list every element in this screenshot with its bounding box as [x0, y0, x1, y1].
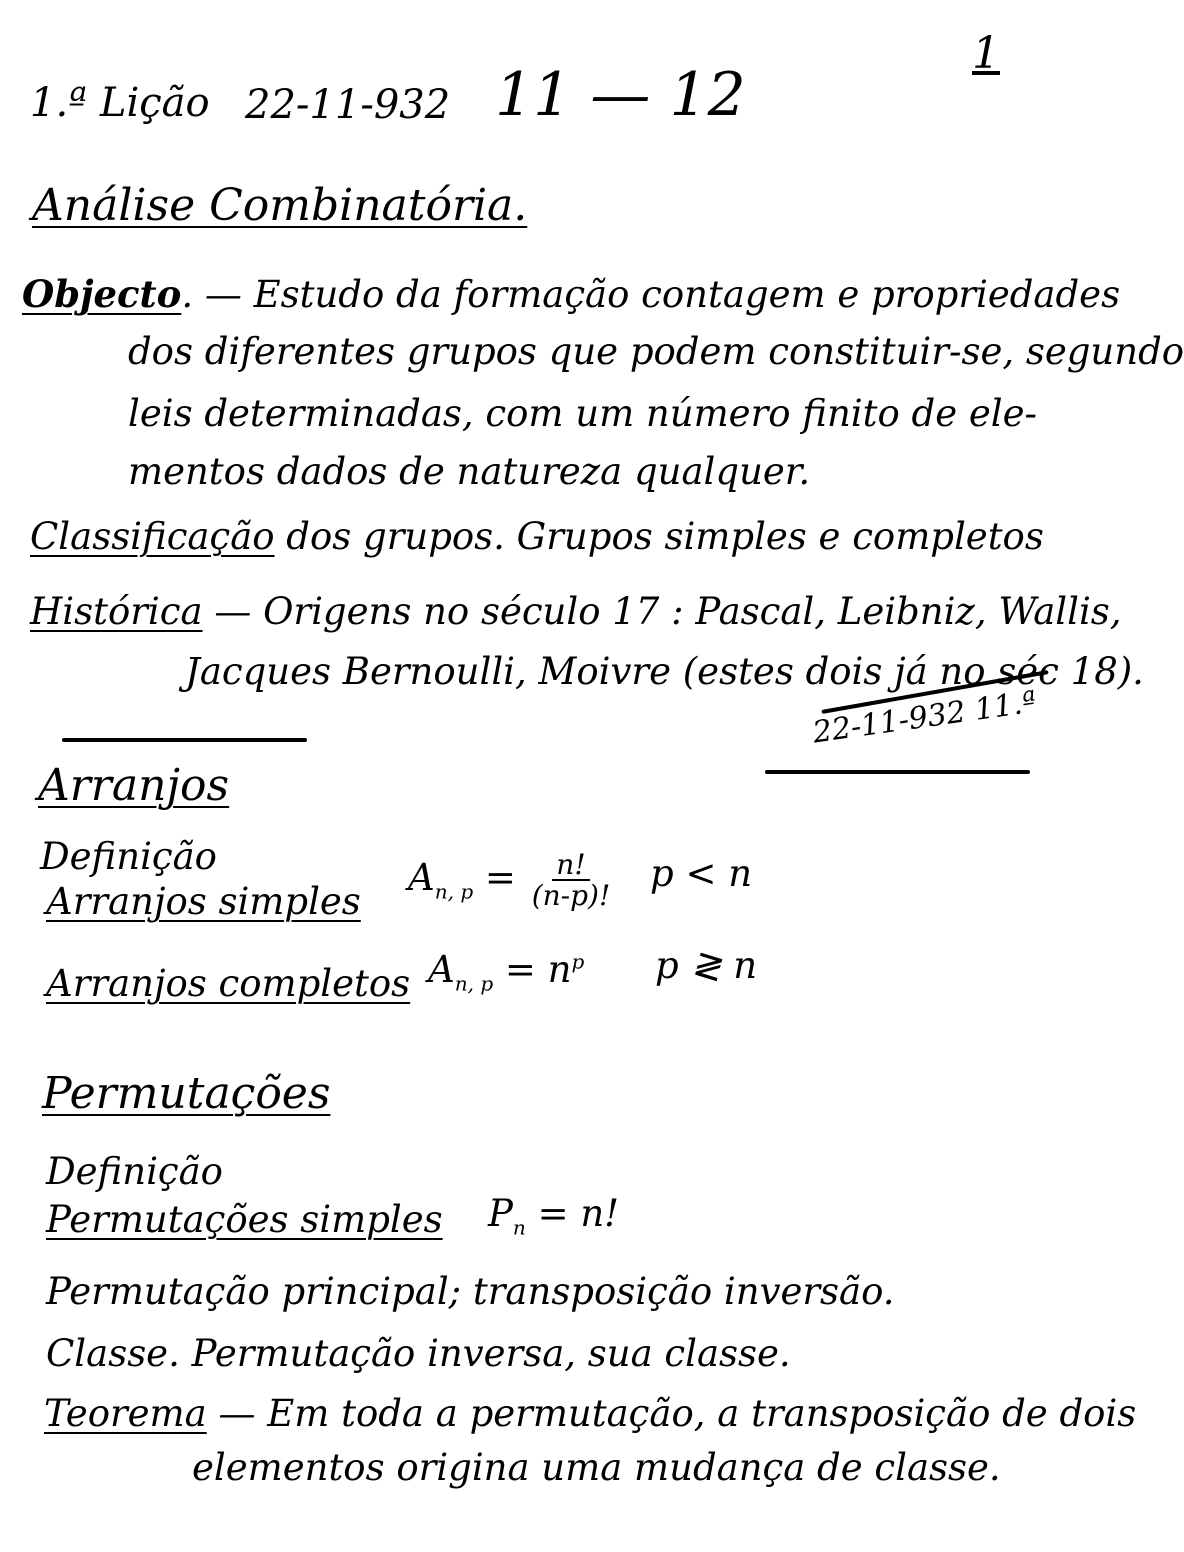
formula-numerator: n!: [552, 850, 589, 881]
formula-equals: =: [484, 855, 516, 899]
arrangements-heading: Arranjos: [38, 760, 230, 811]
arrangements-definition: Definição: [40, 835, 217, 878]
theorem-line-1: [44, 1392, 1136, 1435]
formula-a-complete-sub: n, p: [454, 971, 494, 996]
lesson-time: 11 — 12: [495, 60, 746, 130]
history-line-1: [30, 590, 1122, 633]
formula-a-complete: A: [428, 948, 455, 991]
lesson-date: 22-11-932: [245, 82, 451, 128]
permutations-line-2: Classe. Permutação inversa, sua classe.: [46, 1332, 791, 1375]
permutations-simple-formula: [488, 1192, 619, 1239]
object-line-2: dos diferentes grupos que podem constituir-se, segundo: [128, 330, 1184, 373]
section-title: Análise Combinatória.: [32, 180, 528, 231]
object-line-1: [22, 272, 1120, 316]
object-line-3: leis determinadas, com um número finito de ele-: [128, 392, 1038, 435]
formula-a-sub: n, p: [434, 879, 474, 904]
history-label: Histórica: [30, 590, 203, 633]
lesson-label: 1.ª Lição: [30, 80, 210, 126]
theorem-line-2: elementos origina uma mudança de classe.: [192, 1446, 1001, 1489]
divider-left: [62, 738, 307, 742]
object-label: Objecto: [22, 272, 182, 316]
margin-note: 22-11-932 11.ª: [810, 684, 1039, 751]
permutations-line-1: Permutação principal; transposição inversão.: [46, 1270, 895, 1313]
arrangements-complete-condition: p ≷ n: [655, 944, 758, 987]
formula-p: P: [488, 1192, 513, 1235]
object-line-4: mentos dados de natureza qualquer.: [128, 450, 811, 493]
history-line-2: Jacques Bernoulli, Moivre (estes dois já no séc 18).: [185, 650, 1144, 693]
formula-fraction: [528, 850, 615, 911]
theorem-text-1: — Em toda a permutação, a transposição de dois: [218, 1392, 1137, 1435]
formula-complete-rhs: = n: [504, 948, 572, 991]
permutations-definition: Definição: [46, 1150, 223, 1193]
formula-complete-sup: p: [571, 949, 585, 974]
object-text-1: . — Estudo da formação contagem e propriedades: [181, 273, 1121, 316]
permutations-heading: Permutações: [42, 1068, 331, 1119]
classification-line: [30, 515, 1044, 558]
formula-denominator: (n-p)!: [531, 879, 611, 913]
formula-p-sub: n: [512, 1215, 526, 1240]
arrangements-simple-label: Arranjos simples: [46, 880, 361, 923]
classification-label: Classificação: [30, 515, 275, 558]
theorem-label: Teorema: [44, 1392, 207, 1435]
arrangements-complete-formula: [428, 948, 584, 995]
history-text-1: — Origens no século 17 : Pascal, Leibniz, Wallis,: [214, 590, 1122, 633]
permutations-simple-label: Permutações simples: [46, 1198, 443, 1241]
classification-text: dos grupos. Grupos simples e completos: [286, 515, 1044, 558]
formula-a: A: [408, 855, 435, 899]
formula-p-rhs: = n!: [537, 1192, 620, 1235]
arrangements-simple-formula: [408, 850, 614, 911]
divider-right-bottom: [765, 770, 1030, 774]
arrangements-complete-label: Arranjos completos: [46, 962, 411, 1005]
page-number: 1: [972, 28, 1000, 79]
arrangements-simple-condition: p < n: [650, 852, 753, 895]
